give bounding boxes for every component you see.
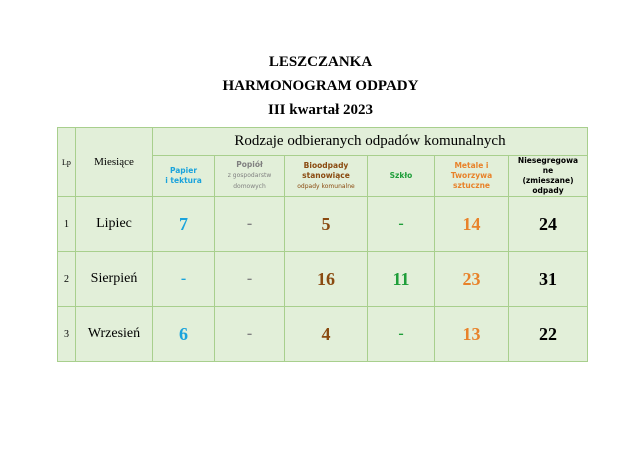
category-glass: Szkło [368,156,435,197]
table-row [58,307,588,362]
paper-day: 6 [153,307,215,362]
paper-day: 7 [153,197,215,252]
table-row [58,252,588,307]
lp-header: Lp [58,128,76,197]
metal-plastic-day: 23 [435,252,509,307]
metal-plastic-day: 13 [435,307,509,362]
document-titles [0,50,641,122]
row-number: 3 [58,307,76,362]
bio-day: 16 [285,252,368,307]
row-number: 2 [58,252,76,307]
ash-day: - [215,307,285,362]
mixed-day: 22 [509,307,588,362]
title-quarter: III kwartał 2023 [267,102,373,118]
bio-day: 4 [285,307,368,362]
glass-day: 11 [368,252,435,307]
mixed-day: 31 [509,252,588,307]
category-paper: Papier i tektura [153,156,215,197]
glass-day: - [368,307,435,362]
waste-schedule-table [57,127,588,362]
glass-day: - [368,197,435,252]
month-name: Lipiec [76,197,153,252]
category-bio: Bioodpady stanowiące odpady komunalne [285,156,368,197]
ash-day: - [215,252,285,307]
category-mixed: Niesegregowa ne (zmieszane) odpady [509,156,588,197]
month-name: Sierpień [76,252,153,307]
bio-day: 5 [285,197,368,252]
paper-day: - [153,252,215,307]
title-village: LESZCZANKA [268,54,373,70]
month-name: Wrzesień [76,307,153,362]
metal-plastic-day: 14 [435,197,509,252]
month-header: Miesiące [76,128,153,197]
title-schedule: HARMONOGRAM ODPADY [222,78,419,94]
ash-day: - [215,197,285,252]
category-metal-plastic: Metale i Tworzywa sztuczne [435,156,509,197]
mixed-day: 24 [509,197,588,252]
category-ash: Popiół z gospodarstw domowych [215,156,285,197]
row-number: 1 [58,197,76,252]
table-row [58,197,588,252]
waste-types-header: Rodzaje odbieranych odpadów komunalnych [153,128,588,156]
